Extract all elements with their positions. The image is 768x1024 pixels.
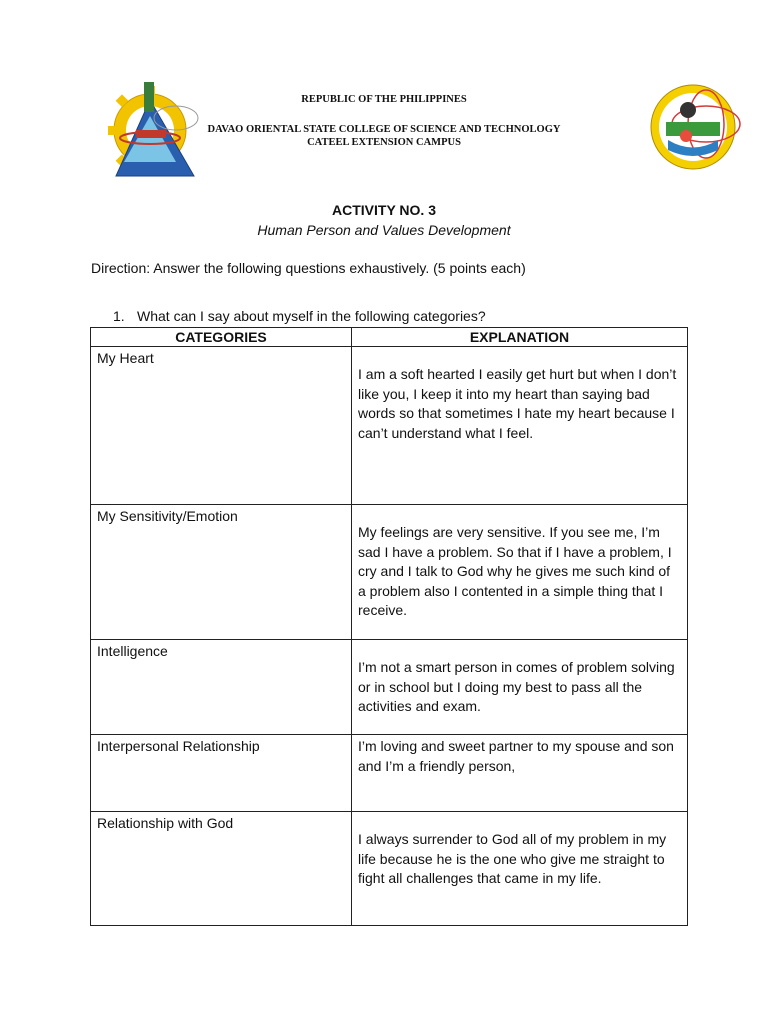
explanation-text: I’m loving and sweet partner to my spouse and son and I’m a friendly person, — [358, 738, 674, 774]
question-text: What can I say about myself in the following categories? — [137, 308, 486, 324]
header-campus: CATEEL EXTENSION CAMPUS — [307, 137, 461, 148]
header-college: DAVAO ORIENTAL STATE COLLEGE OF SCIENCE AND TECHNOLOGY — [207, 124, 561, 135]
activity-title: ACTIVITY NO. 3 — [332, 202, 436, 218]
table-row — [91, 505, 688, 640]
question-number: 1. — [113, 308, 125, 324]
explanation-text: I always surrender to God all of my problem in my life because he is the one who give me straight to fight all challenges that came in my life. — [358, 831, 667, 886]
category-cell: Relationship with God — [91, 812, 352, 926]
explanation-text: I am a soft hearted I easily get hurt but when I don’t like you, I keep it into my heart than saying bad words so that sometimes I hate my heart because I can’t understand what I feel. — [358, 366, 677, 441]
explanation-cell — [352, 347, 688, 505]
table-row — [91, 735, 688, 812]
explanation-cell — [352, 505, 688, 640]
explanation-cell — [352, 735, 688, 812]
table-row — [91, 640, 688, 735]
table-header-row — [91, 328, 688, 347]
explanation-cell — [352, 640, 688, 735]
table-row — [91, 347, 688, 505]
letterhead — [180, 94, 588, 149]
explanation-text: I’m not a smart person in comes of problem solving or in school but I doing my best to pass all the activities and exam. — [358, 659, 675, 714]
explanation-cell — [352, 812, 688, 926]
activity-subtitle: Human Person and Values Development — [257, 222, 511, 238]
category-cell: My Heart — [91, 347, 352, 505]
category-cell: My Sensitivity/Emotion — [91, 505, 352, 640]
category-cell: Interpersonal Relationship — [91, 735, 352, 812]
question-1 — [113, 308, 486, 324]
direction-text: Direction: Answer the following questions exhaustively. (5 points each) — [91, 260, 526, 276]
header-republic: REPUBLIC OF THE PHILIPPINES — [301, 94, 467, 105]
header-categories: CATEGORIES — [91, 328, 352, 347]
explanation-text: My feelings are very sensitive. If you see me, I’m sad I have a problem. So that if I have a problem, I cry and I talk to God why he gives me such kind of a problem also I contented in a simple thing that I receive. — [358, 524, 672, 618]
header-explanation: EXPLANATION — [352, 328, 688, 347]
category-cell: Intelligence — [91, 640, 352, 735]
campus-seal-icon — [648, 80, 742, 174]
categories-table — [90, 327, 688, 926]
table-row — [91, 812, 688, 926]
